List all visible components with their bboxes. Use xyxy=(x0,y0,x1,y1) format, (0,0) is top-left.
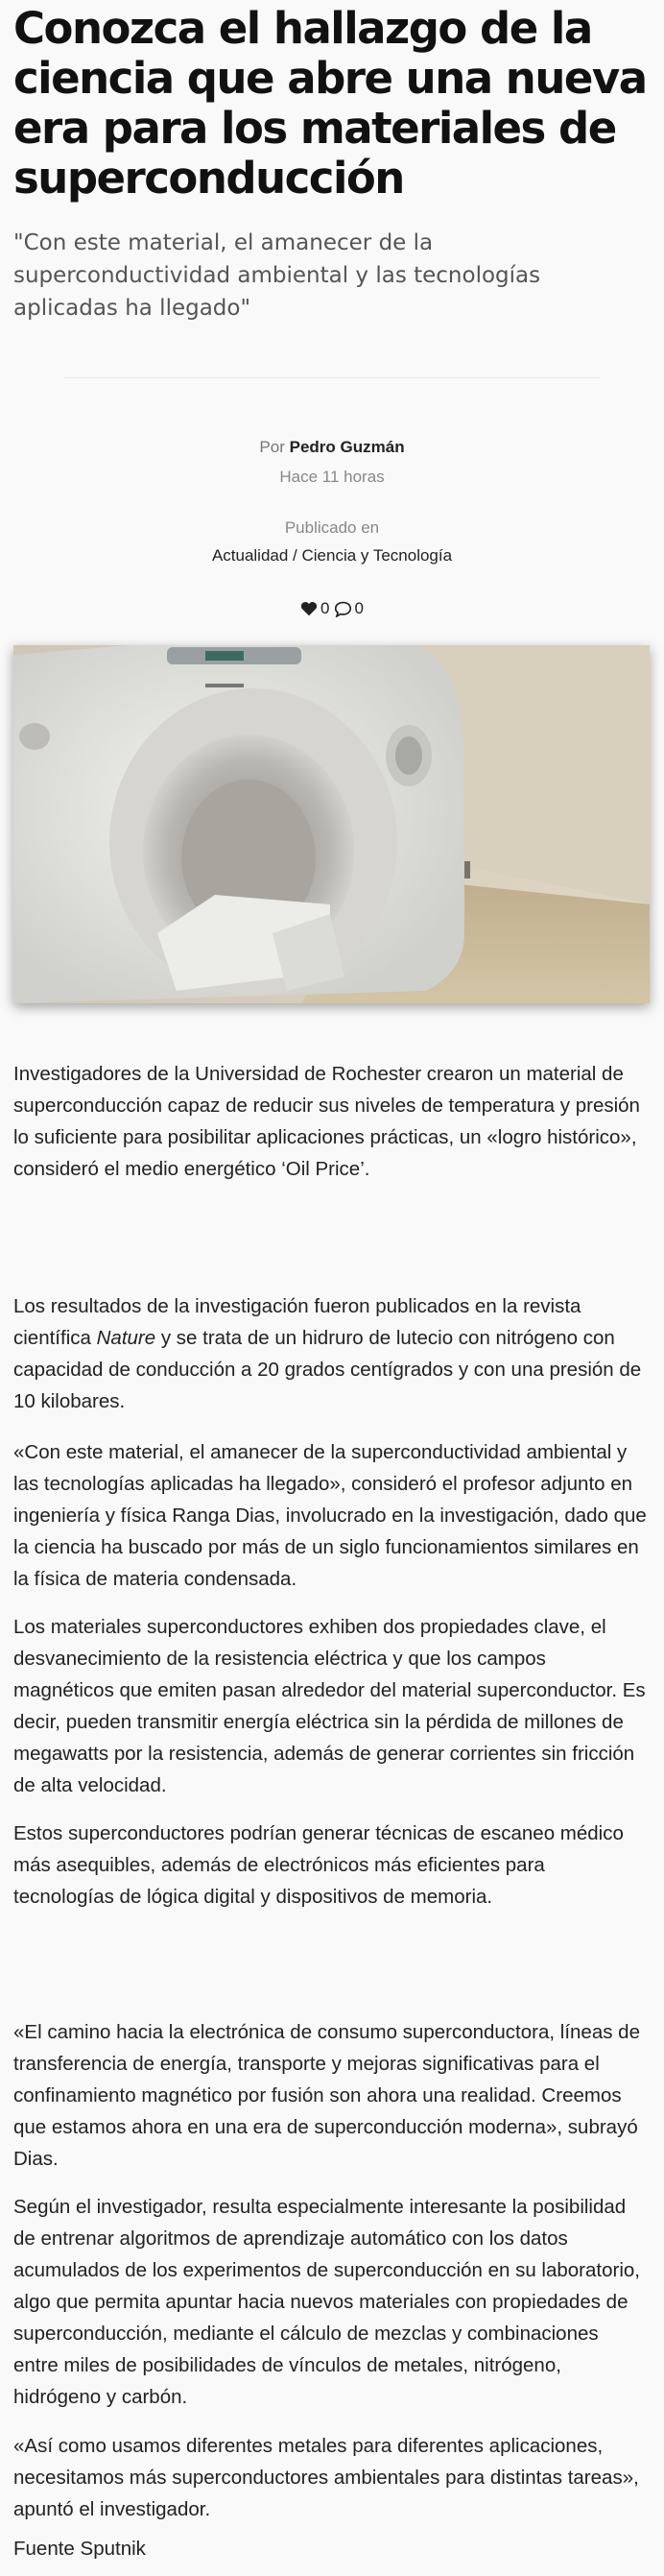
heart-icon xyxy=(300,601,318,616)
byline xyxy=(0,438,664,457)
paragraph: Los materiales superconductores exhiben dos propiedades clave, el desvanecimiento de la resistencia eléctrica y que los campos magnéticos que emiten pasan alrededor del material superconductor. Es decir, pueden transmitir energía eléctrica sin la pérdida de millones de megawatts por la resistencia, además de generar corrientes sin fricción de alta velocidad. xyxy=(13,1616,646,1796)
mri-scanner-photo xyxy=(13,645,650,1003)
paragraph-text: y se trata de un hidruro de lutecio con nitrógeno con capacidad de conducción a 20 grados centígrados y con una presión de 10 kilobares. xyxy=(13,1327,642,1412)
reactions-bar xyxy=(0,599,664,618)
comment-count: 0 xyxy=(354,599,364,617)
paragraph: «Así como usamos diferentes metales para diferentes aplicaciones, necesitamos más superconductores ambientales para distintas tareas», apuntó el investigador. xyxy=(13,2435,639,2520)
byline-prefix: Por xyxy=(259,438,285,456)
author-link[interactable]: Pedro Guzmán xyxy=(289,438,405,456)
article-subtitle: "Con este material, el amanecer de la superconductividad ambiental y las tecnologías aplicadas ha llegado" xyxy=(13,230,541,321)
paragraph: Estos superconductores podrían generar técnicas de escaneo médico más asequibles, además de electrónicos más eficientes para tecnologías de lógica digital y dispositivos de memoria. xyxy=(13,1822,624,1908)
article-image xyxy=(13,645,650,1003)
published-label: Publicado en xyxy=(284,518,380,537)
paragraph xyxy=(13,1290,649,1417)
article-title: Conozca el hallazgo de la ciencia que abre una nueva era para los materiales de superconducción xyxy=(13,3,647,204)
journal-name: Nature xyxy=(96,1327,156,1349)
category-links[interactable]: Actualidad / Ciencia y Tecnología xyxy=(211,546,453,565)
publish-time: Hace 11 horas xyxy=(279,468,385,486)
paragraph: Según el investigador, resulta especialmente interesante la posibilidad de entrenar algoritmos de aprendizaje automático con los datos acumulados de los experimentos de superconducción en su laboratorio, algo que permita apuntar hacia nuevos materiales con propiedades de superconducción, mediante el cálculo de mezclas y combinaciones entre miles de posibilidades de vínculos de metales, nitrógeno, hidrógeno y carbón. xyxy=(13,2196,640,2408)
paragraph-text: Los resultados de la investigación fueron publicados en la revista científica xyxy=(13,1295,581,1349)
divider xyxy=(63,377,601,378)
like-count: 0 xyxy=(320,599,330,617)
paragraph: Investigadores de la Universidad de Rochester crearon un material de superconducción capaz de reducir sus niveles de temperatura y presión lo suficiente para posibilitar aplicaciones prácticas, un «logro histórico», consideró el medio energético ‘Oil Price’. xyxy=(13,1063,640,1180)
comment-icon xyxy=(334,601,352,617)
source-line: Fuente Sputnik xyxy=(13,2538,146,2560)
paragraph: «El camino hacia la electrónica de consumo superconductora, líneas de transferencia de energía, transporte y mejoras significativas para el confinamiento magnético por fusión son ahora una realidad. Creemos que estamos ahora en una era de superconducción moderna», subrayó Dias. xyxy=(13,2021,640,2170)
like-button[interactable] xyxy=(300,599,329,618)
paragraph: «Con este material, el amanecer de la superconductividad ambiental y las tecnologías aplicadas ha llegado», consideró el profesor adjunto en ingeniería y física Ranga Dias, involucrado en la investigación, dado que la ciencia ha buscado por más de un siglo funcionamientos similares en la física de materia condensada. xyxy=(13,1441,647,1590)
comment-button[interactable] xyxy=(334,599,364,618)
